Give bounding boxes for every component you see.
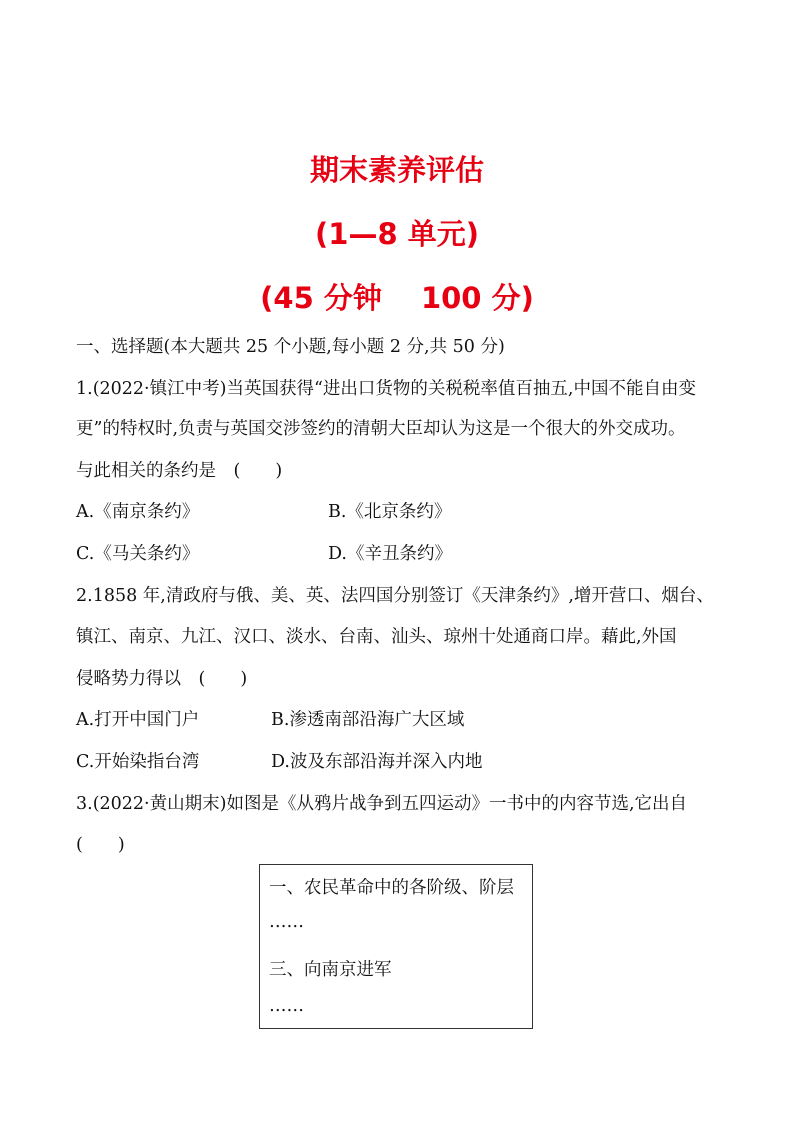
question-line: 镇江、南京、九江、汉口、淡水、台南、汕头、琼州十处通商口岸。藉此,外国	[76, 627, 677, 647]
excerpt-line: 一、农民革命中的各阶级、阶层	[269, 878, 514, 898]
question-line: 与此相关的条约是 ( )	[76, 461, 283, 481]
time-score: (45 分钟 100 分)	[260, 281, 534, 315]
question-line: 更”的特权时,负责与英国交涉签约的清朝大臣却认为这是一个很大的外交成功。	[76, 419, 686, 439]
option-c: C.开始染指台湾	[76, 752, 200, 772]
page-title: 期末素养评估	[309, 153, 484, 187]
section-heading: 一、选择题(本大题共 25 个小题,每小题 2 分,共 50 分)	[76, 337, 505, 357]
option-c: C.《马关条约》	[76, 544, 200, 564]
question-line: 1.(2022·镇江中考)当英国获得“进出口货物的关税税率值百抽五,中国不能自由变	[76, 379, 696, 399]
option-d: D.波及东部沿海并深入内地	[271, 752, 483, 772]
question-line: 侵略势力得以 ( )	[76, 669, 248, 689]
excerpt-line: 三、向南京进军	[269, 960, 392, 980]
option-b: B.渗透南部沿海广大区域	[271, 710, 465, 730]
option-b: B.《北京条约》	[328, 502, 452, 522]
option-a: A.《南京条约》	[76, 502, 200, 522]
question-line: 2.1858 年,清政府与俄、美、英、法四国分别签订《天津条约》,增开营口、烟台、	[76, 586, 714, 606]
question-line: ( )	[76, 835, 125, 855]
excerpt-line: ……	[269, 996, 304, 1016]
excerpt-line: ……	[269, 912, 304, 932]
page-subtitle: (1—8 单元)	[315, 217, 479, 251]
question-line: 3.(2022·黄山期末)如图是《从鸦片战争到五四运动》一书中的内容节选,它出自	[76, 794, 688, 814]
option-d: D.《辛丑条约》	[328, 544, 452, 564]
option-a: A.打开中国门户	[76, 710, 200, 730]
excerpt-box	[259, 864, 533, 1029]
